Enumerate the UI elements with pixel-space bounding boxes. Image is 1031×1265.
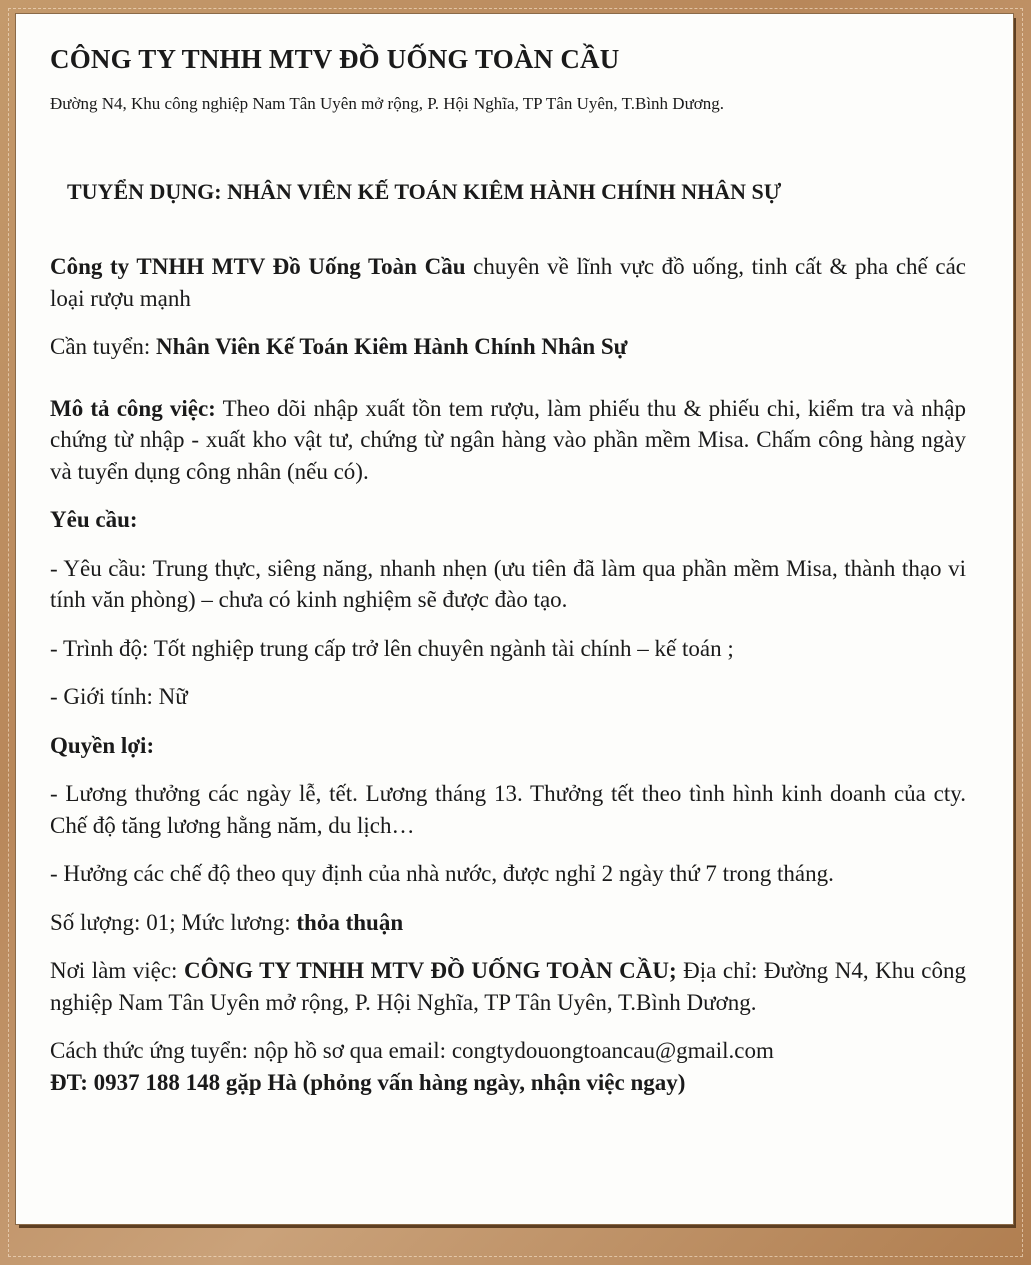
contact-email: congtydouongtoancau@gmail.com [451,1038,774,1063]
job-posting-document [16,14,1013,1224]
position-label: Cần tuyển: [50,334,157,359]
requirements-heading: Yêu cầu: [50,507,138,532]
workplace-address: Địa chỉ: Đường N4, Khu công nghiệp Nam Tân Uyên mở rộng, P. Hội Nghĩa, TP Tân Uyên, T.Bình Dương. [50,958,966,1015]
job-description-text: Theo dõi nhập xuất tồn tem rượu, làm phiếu thu & phiếu chi, kiểm tra và nhập chứng từ nhập - xuất kho vật tư, chứng từ ngân hàng vào phần mềm Misa. Chấm công hàng ngày và tuyển dụng công nhân (nếu có). [50,395,966,484]
apply-method-text: Cách thức ứng tuyển: nộp hồ sơ qua email: [50,1038,452,1063]
benefits-heading: Quyền lợi: [50,732,155,758]
workplace-company: CÔNG TY TNHH MTV ĐỒ UỐNG TOÀN CẦU; [183,958,677,983]
quantity-salary-text: Số lượng: 01; Mức lương: [50,909,297,935]
company-address: Đường N4, Khu công nghiệp Nam Tân Uyên mở rộng, P. Hội Nghĩa, TP Tân Uyên, T.Bình Dương. [50,94,725,113]
job-description-label: Mô tả công việc: [50,395,216,421]
intro-paragraph [50,251,966,314]
position-line [50,331,966,363]
requirement-item-2: - Trình độ: Tốt nghiệp trung cấp trở lên chuyên ngành tài chính – kế toán ; [50,635,734,661]
company-name: CÔNG TY TNHH MTV ĐỒ UỐNG TOÀN CẦU [50,44,620,74]
requirement-item-1: - Yêu cầu: Trung thực, siêng năng, nhanh nhẹn (ưu tiên đã làm qua phần mềm Misa, thành thạo vi tính văn phòng) – chưa có kinh nghiệm sẽ được đào tạo. [50,555,966,612]
posting-body [50,251,966,1098]
job-description-paragraph [50,393,966,488]
job-headline: TUYỂN DỤNG: NHÂN VIÊN KẾ TOÁN KIÊM HÀNH CHÍNH NHÂN SỰ [67,179,782,204]
benefit-item-2: - Hưởng các chế độ theo quy định của nhà nước, được nghỉ 2 ngày thứ 7 trong tháng. [50,861,834,886]
position-title: Nhân Viên Kế Toán Kiêm Hành Chính Nhân Sự [156,334,628,359]
quantity-salary-line [50,907,966,939]
workplace-label: Nơi làm việc: [50,958,184,983]
salary-value: thỏa thuận [296,909,404,935]
intro-description: chuyên về lĩnh vực đồ uống, tinh cất & pha chế các loại rượu mạnh [50,254,966,311]
apply-method-line [50,1035,966,1067]
workplace-paragraph [50,955,966,1018]
contact-phone-line: ĐT: 0937 188 148 gặp Hà (phỏng vấn hàng ngày, nhận việc ngay) [50,1069,686,1095]
benefit-item-1: - Lương thưởng các ngày lễ, tết. Lương tháng 13. Thưởng tết theo tình hình kinh doanh của cty. Chế độ tăng lương hằng năm, du lịch… [50,781,966,838]
intro-company-name: Công ty TNHH MTV Đồ Uống Toàn Cầu [50,254,466,279]
requirement-item-3: - Giới tính: Nữ [50,684,188,709]
